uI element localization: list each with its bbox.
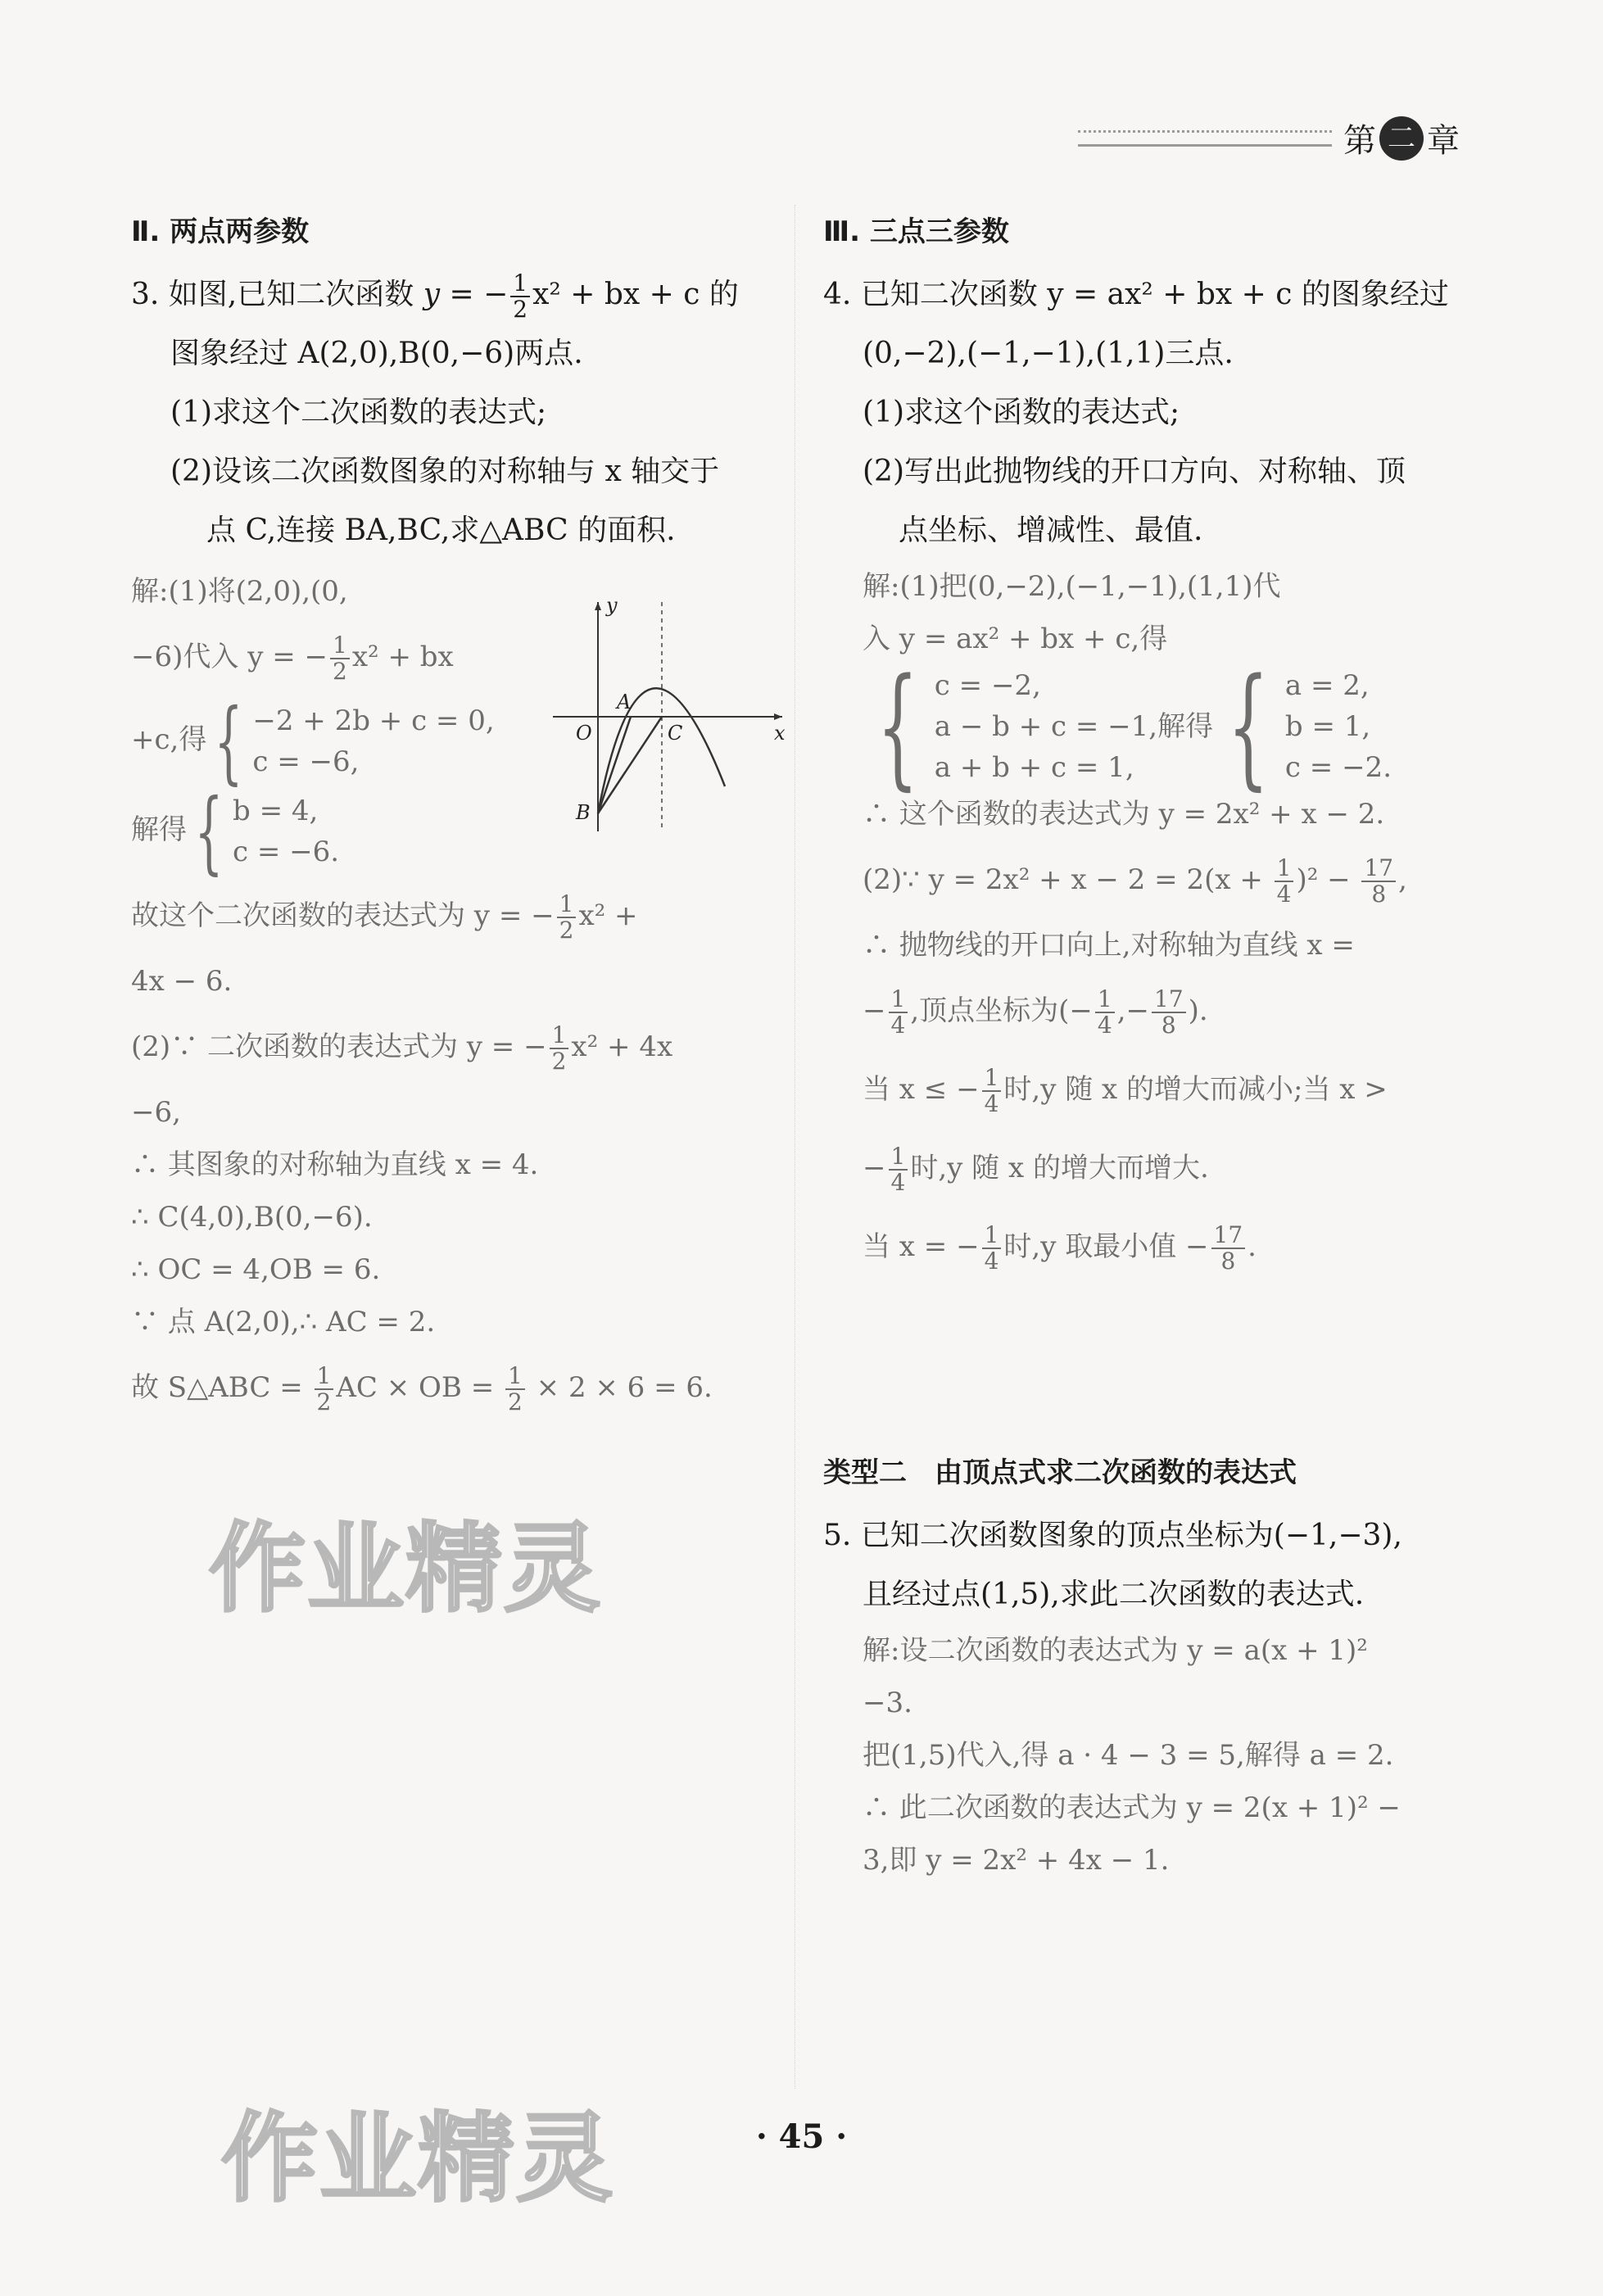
- q4-part-1: (1)求这个函数的表达式;: [863, 396, 1180, 429]
- sol3-row-8: −6,: [131, 1096, 181, 1129]
- x-arrow: [774, 713, 782, 720]
- sol5-row-3: 把(1,5)代入,得 a · 4 − 3 = 5,解得 a = 2.: [863, 1739, 1394, 1772]
- sol3-row-13: 故 S△ABC = $\frac{1}{2}$ AC × OB = $\frac{1}{2}$ × 2 × 6 = 6.: [131, 1362, 713, 1415]
- sol3-row-7: (2)∵ 二次函数的表达式为 y = − $\frac{1}{2}$ x² + 4x: [131, 1021, 673, 1075]
- watermark-logo: 作业精灵: [209, 1512, 603, 1625]
- watermark-logo: 作业精灵: [221, 2102, 615, 2215]
- sol3-row-9: ∴ 其图象的对称轴为直线 x = 4.: [131, 1148, 539, 1181]
- chapter-suffix: 章: [1427, 122, 1460, 160]
- page-number: · 45 ·: [755, 2117, 848, 2156]
- sol5-row-2: −3.: [863, 1687, 912, 1719]
- sol3-row-6: 4x − 6.: [131, 965, 233, 998]
- label-A: A: [617, 691, 632, 713]
- sol5-row-1: 解:设二次函数的表达式为 y = a(x + 1)²: [863, 1634, 1368, 1667]
- sol5-row-4: ∴ 此二次函数的表达式为 y = 2(x + 1)² −: [863, 1791, 1401, 1824]
- q5-line-2: 且经过点(1,5),求此二次函数的表达式.: [863, 1578, 1365, 1611]
- sol3-row-12: ∵ 点 A(2,0),∴ AC = 2.: [131, 1306, 436, 1338]
- right-column: [823, 209, 1478, 1886]
- question-4: [823, 265, 1478, 560]
- sol3-row-10: ∴ C(4,0),B(0,−6).: [131, 1201, 373, 1234]
- label-O: O: [576, 722, 592, 745]
- left-column: [131, 209, 786, 1427]
- sol4-row-7: 当 x ≤ − $\frac{1}{4}$ 时,y 随 x 的增大而减小;当 x >: [863, 1064, 1388, 1117]
- sol3-row-2: −6)代入 y = − $\frac{1}{2}$ x² + bx: [131, 632, 454, 685]
- label-C: C: [668, 722, 683, 745]
- q3-line-2: 图象经过 A(2,0),B(0,−6)两点.: [170, 337, 583, 370]
- q3-line-1: 3. 如图,已知二次函数 y = − $\frac{1}{2}$ x² + bx + c 的: [131, 269, 739, 323]
- sol5-row-5: 3,即 y = 2x² + 4x − 1.: [863, 1844, 1170, 1877]
- sol4-row-8: − $\frac{1}{4}$ 时,y 随 x 的增大而增大.: [863, 1143, 1209, 1196]
- q5-line-1: 5. 已知二次函数图象的顶点坐标为(−1,−3),: [823, 1519, 1402, 1552]
- section-title-three-points: Ⅲ. 三点三参数: [823, 215, 1009, 248]
- question-5: [823, 1506, 1478, 1624]
- sol4-row-9: 当 x = − $\frac{1}{4}$ 时,y 取最小值 − $\frac{17}{8}$ .: [863, 1221, 1257, 1275]
- q4-line-2: (0,−2),(−1,−1),(1,1)三点.: [863, 337, 1234, 370]
- sol3-row-3: +c,得 { −2 + 2b + c = 0, c = −6,: [131, 689, 495, 794]
- q3-part-2: (2)设该二次函数图象的对称轴与 x 轴交于: [170, 455, 720, 488]
- sol4-row-6: − $\frac{1}{4}$ ,顶点坐标为(− $\frac{1}{4}$ ,− $\frac{17}{8}$ ).: [863, 985, 1208, 1039]
- sol3-row-1: 解:(1)将(2,0),(0,: [131, 575, 348, 608]
- q4-part-2-cont: 点坐标、增减性、最值.: [899, 514, 1203, 547]
- sol4-row-1: 解:(1)把(0,−2),(−1,−1),(1,1)代: [863, 570, 1281, 603]
- q4-line-1: 4. 已知二次函数 y = ax² + bx + c 的图象经过: [823, 278, 1449, 311]
- sol4-row-2: 入 y = ax² + bx + c,得: [863, 623, 1168, 655]
- q4-part-2: (2)写出此抛物线的开口方向、对称轴、顶: [863, 455, 1406, 488]
- segment-BC: [598, 717, 662, 813]
- header-rule: [1078, 130, 1332, 147]
- label-y: y: [606, 594, 618, 617]
- label-B: B: [576, 801, 591, 824]
- question-3: [131, 265, 786, 560]
- sol4-row-5: ∴ 抛物线的开口向上,对称轴为直线 x =: [863, 929, 1355, 962]
- q3-part-1: (1)求这个二次函数的表达式;: [170, 396, 547, 429]
- sol3-row-5: 故这个二次函数的表达式为 y = − $\frac{1}{2}$ x² +: [131, 890, 638, 944]
- type-two-title: 类型二 由顶点式求二次函数的表达式: [823, 1456, 1297, 1489]
- sol4-row-3: ∴ 这个函数的表达式为 y = 2x² + x − 2.: [863, 798, 1385, 831]
- fraction: $\frac{1}{2}$: [510, 271, 530, 322]
- solution-5: [823, 1624, 1478, 1886]
- sol3-row-11: ∴ OC = 4,OB = 6.: [131, 1253, 381, 1286]
- q3-part-2-cont: 点 C,连接 BA,BC,求△ABC 的面积.: [206, 514, 676, 547]
- solution-4: [823, 560, 1478, 1286]
- chapter-number: 二: [1379, 116, 1424, 161]
- segment-BA: [598, 717, 631, 813]
- parabola-graph: [545, 594, 790, 840]
- y-arrow: [595, 602, 601, 610]
- chapter-prefix: 第: [1343, 122, 1376, 160]
- label-x: x: [774, 722, 786, 745]
- chapter-header: [1078, 115, 1460, 161]
- section-title-two-points: Ⅱ. 两点两参数: [131, 215, 310, 248]
- sol3-row-4: 解得 { b = 4, c = −6.: [131, 779, 340, 884]
- sol4-row-4: (2)∵ y = 2x² + x − 2 = 2(x + $\frac{1}{4}$ )² − $\frac{17}{8}$ ,: [863, 854, 1407, 908]
- sol4-system: { c = −2, a − b + c = −1, a + b + c = 1, 解得 { a = 2, b = 1, c = −2.: [876, 650, 1392, 803]
